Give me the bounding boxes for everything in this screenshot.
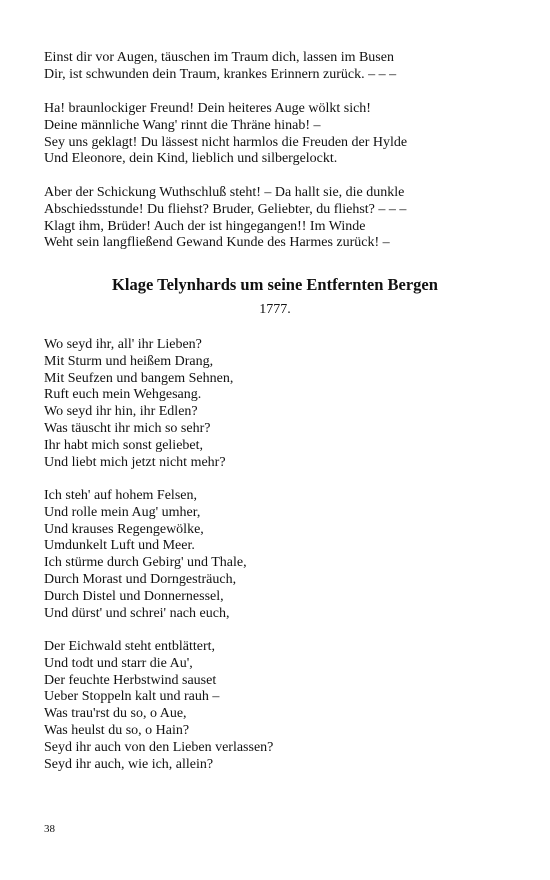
verse-line: Abschiedsstunde! Du fliehst? Bruder, Geliebter, du fliehst? – – –	[44, 201, 407, 217]
stanza-prior-poem-3	[44, 185, 406, 252]
verse-line: Der Eichwald steht entblättert,	[44, 639, 216, 654]
poem-stanza-1	[44, 337, 233, 471]
verse-line: Deine männliche Wang' rinnt die Thräne hinab! –	[44, 117, 321, 133]
verse-line: Seyd ihr auch, wie ich, allein?	[44, 756, 214, 772]
verse-line: Durch Distel und Donnernessel,	[44, 588, 224, 604]
verse-line: Umdunkelt Luft und Meer.	[44, 538, 195, 554]
verse-line: Was täuscht ihr mich so sehr?	[44, 420, 211, 436]
verse-line: Mit Seufzen und bangem Sehnen,	[44, 370, 234, 386]
verse-line: Einst dir vor Augen, täuschen im Traum dich, lassen im Busen	[44, 50, 394, 65]
verse-line: Und rolle mein Aug' umher,	[44, 504, 201, 520]
verse-line: Aber der Schickung Wuthschluß steht! – Da hallt sie, die dunkle	[44, 185, 405, 200]
verse-line: Und todt und starr die Au',	[44, 655, 193, 671]
stanza-prior-poem-1	[44, 50, 396, 84]
poem-stanza-3	[44, 639, 273, 773]
verse-line: Wo seyd ihr, all' ihr Lieben?	[44, 337, 202, 352]
poem-year: 1777.	[259, 302, 291, 317]
verse-line: Und Eleonore, dein Kind, lieblich und silbergelockt.	[44, 151, 338, 167]
verse-line: Was trau'rst du so, o Aue,	[44, 706, 187, 722]
verse-line: Und krauses Regengewölke,	[44, 521, 204, 537]
verse-line: Ha! braunlockiger Freund! Dein heiteres Auge wölkt sich!	[44, 101, 371, 116]
verse-line: Weht sein langfließend Gewand Kunde des Harmes zurück! –	[44, 235, 390, 251]
verse-line: Was heulst du so, o Hain?	[44, 722, 190, 738]
verse-line: Wo seyd ihr hin, ihr Edlen?	[44, 404, 198, 420]
stanza-prior-poem-2	[44, 101, 407, 168]
verse-line: Und liebt mich jetzt nicht mehr?	[44, 454, 226, 470]
page-number: 38	[44, 823, 55, 835]
verse-line: Und dürst' und schrei' nach euch,	[44, 605, 230, 621]
verse-line: Ich steh' auf hohem Felsen,	[44, 488, 197, 503]
verse-line: Ich stürme durch Gebirg' und Thale,	[44, 555, 247, 571]
verse-line: Durch Morast und Dorngesträuch,	[44, 571, 237, 587]
verse-line: Seyd ihr auch von den Lieben verlassen?	[44, 739, 274, 755]
verse-line: Dir, ist schwunden dein Traum, krankes Erinnern zurück. – – –	[44, 66, 397, 82]
verse-line: Mit Sturm und heißem Drang,	[44, 353, 214, 369]
poem-title: Klage Telynhards um seine Entfernten Bergen	[112, 275, 438, 294]
verse-line: Ueber Stoppeln kalt und rauh –	[44, 689, 220, 705]
verse-line: Der feuchte Herbstwind sauset	[44, 672, 217, 688]
poem-stanza-2	[44, 488, 247, 622]
verse-line: Ruft euch mein Wehgesang.	[44, 387, 202, 403]
verse-line: Sey uns geklagt! Du lässest nicht harmlos die Freuden der Hylde	[44, 134, 408, 150]
verse-line: Ihr habt mich sonst geliebet,	[44, 437, 204, 453]
verse-line: Klagt ihm, Brüder! Auch der ist hingegangen!! Im Winde	[44, 218, 366, 234]
